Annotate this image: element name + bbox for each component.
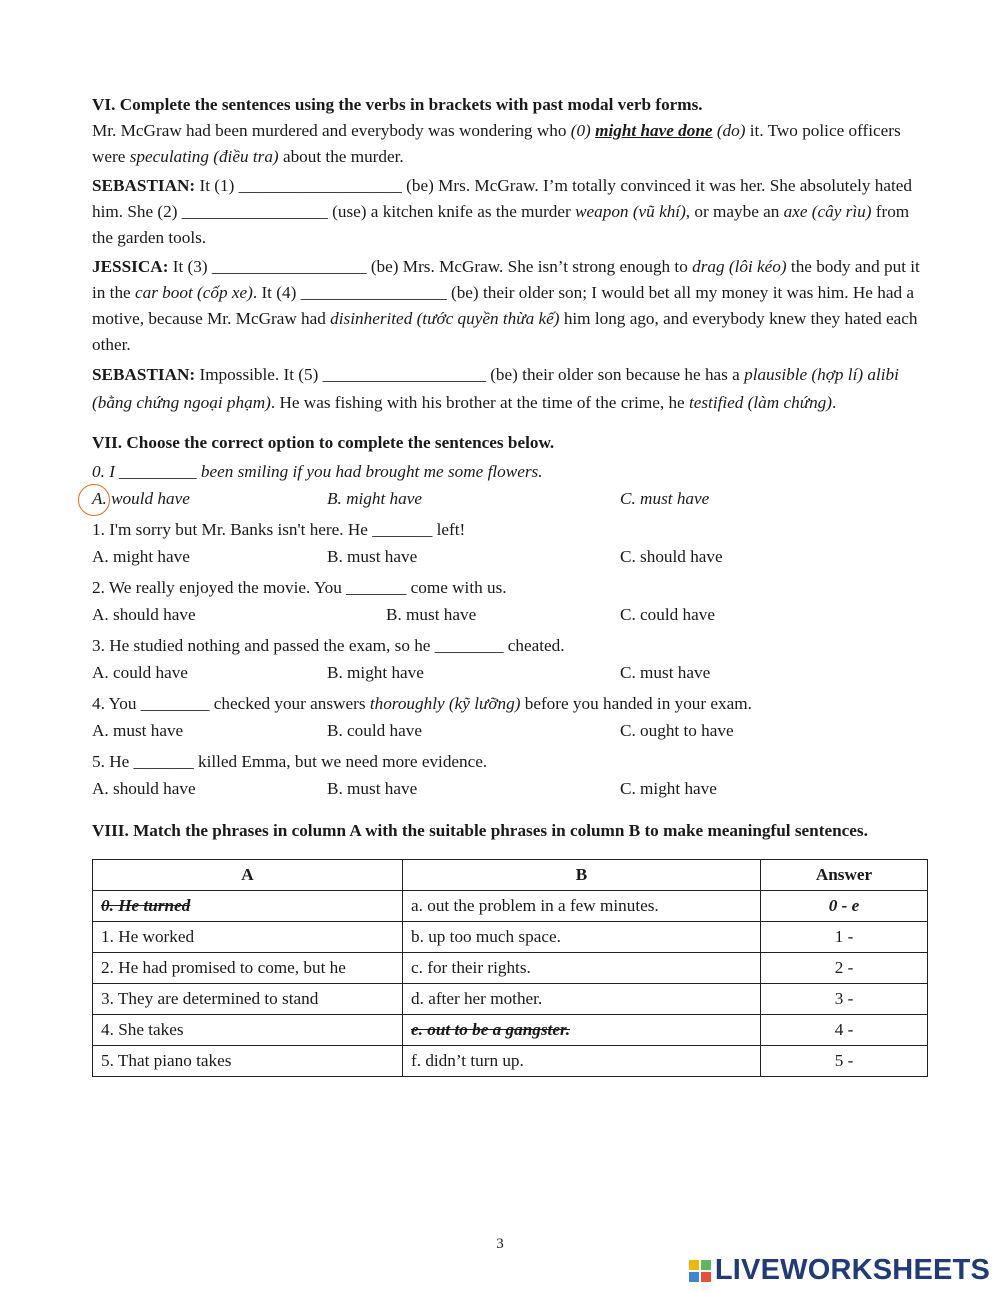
text: testified (làm chứng) [688, 393, 832, 412]
text: . [832, 393, 837, 412]
speaker-name: SEBASTIAN: [92, 176, 196, 195]
option-b[interactable]: B. must have [327, 547, 418, 566]
matching-table [92, 859, 928, 1077]
option-c[interactable]: C. should have [620, 547, 723, 566]
cell-answer[interactable]: 2 - [761, 953, 928, 984]
text: It (1) ___________________ (be) Mrs. McGraw. I’m totally convinced it was her. She absolutely hated him. She (2) _________________ (use) a kitchen knife as the murder [92, 176, 912, 221]
cell-answer[interactable]: 5 - [761, 1046, 928, 1077]
text: speculating (điều tra) [129, 147, 279, 166]
option-c[interactable]: C. ought to have [620, 721, 734, 740]
logo-grid-icon [689, 1260, 711, 1282]
option-c[interactable]: C. must have [620, 489, 710, 508]
sebastian-paragraph-1 [92, 173, 928, 251]
page-number: 3 [496, 1236, 504, 1252]
example-answer: might have done [595, 121, 713, 140]
cell-answer[interactable]: 1 - [761, 922, 928, 953]
question-1-options [92, 544, 928, 573]
spacer [92, 417, 928, 428]
text: . He was fishing with his brother at the time of the crime, he [270, 393, 689, 412]
cell-answer[interactable]: 3 - [761, 984, 928, 1015]
text: thoroughly (kỹ lưỡng) [369, 694, 521, 713]
text: Mr. McGraw had been murdered and everybody was wondering who [92, 121, 571, 140]
cell-b: c. for their rights. [403, 953, 761, 984]
cell-b: d. after her mother. [403, 984, 761, 1015]
cell-a: 3. They are determined to stand [93, 984, 403, 1015]
logo-square [701, 1260, 711, 1270]
option-a[interactable]: A. could have [92, 663, 188, 682]
text: disinherited (tước quyền thừa kế) [330, 309, 560, 328]
text: about the murder. [278, 147, 404, 166]
question-4 [92, 689, 928, 718]
cell-a: 5. That piano takes [93, 1046, 403, 1077]
sebastian-paragraph-2 [92, 361, 928, 417]
option-c[interactable]: C. must have [620, 663, 711, 682]
text: him long ago, and everybody knew they hated each other. [92, 309, 918, 354]
table-row [93, 953, 928, 984]
text: Impossible. It (5) ___________________ (be) their older son because he has a [195, 365, 745, 384]
text: before you handed in your exam. [520, 694, 752, 713]
question-5: 5. He _______ killed Emma, but we need more evidence. [92, 752, 488, 771]
cell-b: a. out the problem in a few minutes. [403, 891, 761, 922]
question-5-options [92, 776, 928, 805]
text: 4. You ________ checked your answers [92, 694, 370, 713]
table-row [93, 922, 928, 953]
jessica-paragraph [92, 254, 928, 358]
logo-square [689, 1272, 699, 1282]
spacer [92, 805, 928, 816]
question-1: 1. I'm sorry but Mr. Banks isn't here. He _______ left! [92, 520, 466, 539]
speaker-name: SEBASTIAN: [92, 365, 196, 384]
section-8-heading: VIII. Match the phrases in column A with the suitable phrases in column B to make meaningful sentences. [92, 821, 868, 840]
option-a[interactable]: A. should have [92, 605, 196, 624]
example-options [92, 486, 928, 515]
option-a[interactable]: A. might have [92, 547, 190, 566]
option-a[interactable]: A. should have [92, 779, 196, 798]
cell-a: 2. He had promised to come, but he [93, 953, 403, 984]
option-b[interactable]: B. might have [327, 663, 424, 682]
table-row [93, 1015, 928, 1046]
cell-answer[interactable]: 4 - [761, 1015, 928, 1046]
text: plausible (hợp lí) alibi (bằng chứng ngoại phạm) [92, 365, 899, 412]
logo-text: LIVEWORKSHEETS [714, 1254, 990, 1286]
speaker-name: JESSICA: [92, 257, 169, 276]
section-6-heading: VI. Complete the sentences using the verbs in brackets with past modal verb forms. [92, 95, 703, 114]
question-4-options [92, 718, 928, 747]
table-row [93, 891, 928, 922]
cell-a: 4. She takes [93, 1015, 403, 1046]
question-2: 2. We really enjoyed the movie. You _______ come with us. [92, 578, 507, 597]
worksheet-page [92, 92, 928, 1077]
text: from the garden tools. [92, 202, 910, 247]
option-a[interactable]: A. must have [92, 721, 184, 740]
question-3-options [92, 660, 928, 689]
text: the body and put it in the [92, 257, 920, 302]
logo-square [701, 1272, 711, 1282]
logo-square [689, 1260, 699, 1270]
option-b[interactable]: B. might have [327, 489, 422, 508]
option-c[interactable]: C. might have [620, 779, 717, 798]
header-col-a: A [93, 860, 403, 891]
option-b[interactable]: B. must have [386, 605, 477, 624]
option-c[interactable]: C. could have [620, 605, 715, 624]
text: It (3) __________________ (be) Mrs. McGraw. She isn’t strong enough to [168, 257, 693, 276]
option-a[interactable]: A. would have [92, 489, 190, 508]
liveworksheets-logo [689, 1254, 990, 1287]
question-3: 3. He studied nothing and passed the exam, so he ________ cheated. [92, 636, 565, 655]
cell-b: f. didn’t turn up. [403, 1046, 761, 1077]
question-2-options [92, 602, 928, 631]
section-6-intro [92, 118, 928, 170]
text: (do) [712, 121, 746, 140]
table-row [93, 984, 928, 1015]
table-header-row [93, 860, 928, 891]
text: , or maybe an [685, 202, 784, 221]
cell-b: e. out to be a gangster. [403, 1015, 761, 1046]
table-row [93, 1046, 928, 1077]
header-col-b: B [403, 860, 761, 891]
text: . It (4) _________________ (be) their older son; I would bet all my money it was him. He had a motive, because Mr. McGraw had [92, 283, 914, 328]
cell-answer: 0 - e [761, 891, 928, 922]
cell-a: 0. He turned [93, 891, 403, 922]
text: drag (lôi kéo) [692, 257, 787, 276]
option-b[interactable]: B. must have [327, 779, 418, 798]
cell-b: b. up too much space. [403, 922, 761, 953]
text: it. Two police officers were [92, 121, 901, 166]
header-col-answer: Answer [761, 860, 928, 891]
text: axe (cây rìu) [783, 202, 872, 221]
example-question: 0. I _________ been smiling if you had brought me some flowers. [92, 462, 543, 481]
text: (0) [570, 121, 596, 140]
text: weapon (vũ khí) [575, 202, 686, 221]
cell-a: 1. He worked [93, 922, 403, 953]
text: car boot (cốp xe) [134, 283, 253, 302]
option-b[interactable]: B. could have [327, 721, 422, 740]
section-7-heading: VII. Choose the correct option to complete the sentences below. [92, 433, 555, 452]
